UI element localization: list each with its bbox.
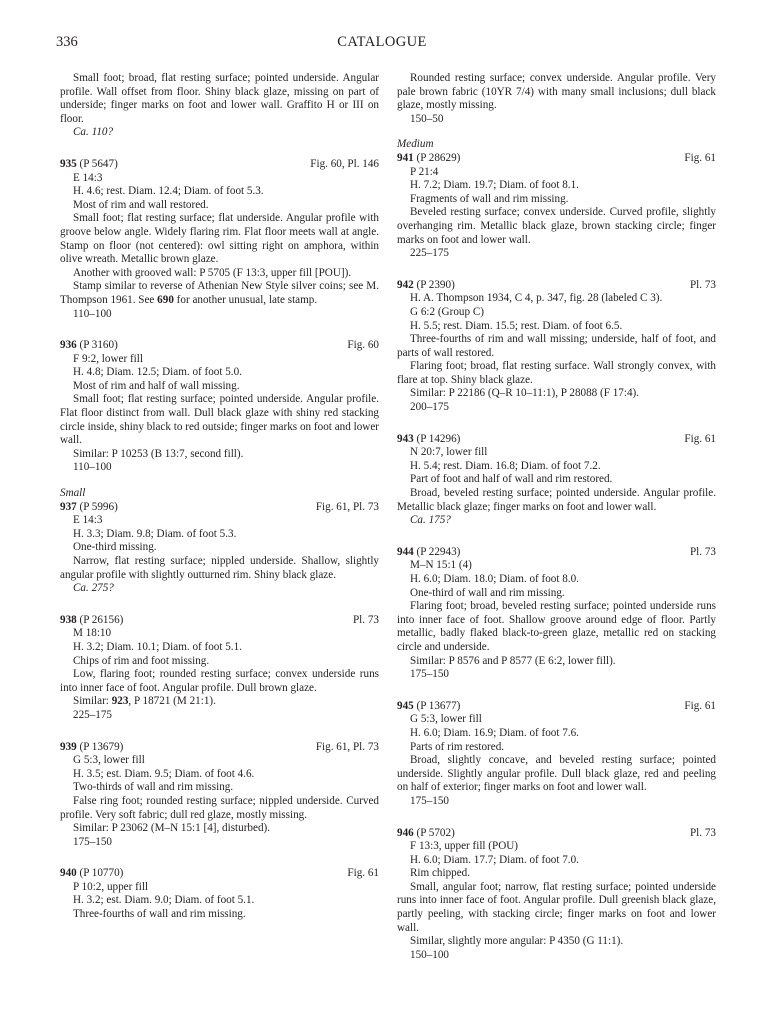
entry-comparanda: Similar, slightly more angular: P 4350 (G 11:1). bbox=[410, 935, 624, 948]
entry-context: F 13:3, upper fill (POU) bbox=[410, 840, 518, 853]
entry-dimensions: H. 6.0; Diam. 16.9; Diam. of foot 7.6. bbox=[410, 726, 579, 739]
figure-reference: Pl. 73 bbox=[689, 278, 716, 291]
page-header bbox=[56, 34, 708, 58]
entry-date: Ca. 275? bbox=[73, 582, 114, 595]
entry-dimensions: H. 5.4; rest. Diam. 16.8; Diam. of foot 7.2. bbox=[410, 459, 601, 472]
entry-date: 110–100 bbox=[73, 307, 112, 320]
entry-description: False ring foot; rounded resting surface; nippled underside. Curved profile. Very soft fabric; dull red glaze, mostly missing. bbox=[60, 794, 379, 821]
inventory-number: (P 26156) bbox=[79, 613, 124, 626]
page-number: 336 bbox=[56, 34, 78, 50]
figure-reference: Pl. 73 bbox=[352, 613, 379, 626]
catalogue-entry-943 bbox=[397, 433, 716, 528]
right-column bbox=[397, 72, 716, 962]
entry-number: 946 bbox=[397, 826, 414, 839]
entry-dimensions: H. 7.2; Diam. 19.7; Diam. of foot 8.1. bbox=[410, 179, 579, 192]
entry-header bbox=[397, 152, 716, 166]
entry-condition: Fragments of wall and rim missing. bbox=[410, 192, 569, 205]
entry-number: 941 bbox=[397, 151, 414, 164]
entry-dimensions: H. 3.2; est. Diam. 9.0; Diam. of foot 5.1. bbox=[73, 894, 255, 907]
catalogue-entry bbox=[60, 72, 379, 140]
entry-description: Low, flaring foot; rounded resting surface; convex underside runs into inner face of foot. Angular profile. Dull brown glaze. bbox=[60, 668, 379, 694]
entry-condition: Three-fourths of rim and wall missing; underside, half of foot, and parts of wall restored. bbox=[397, 333, 716, 359]
entry-description: Flaring foot; broad, beveled resting surface; pointed underside runs into inner face of foot. Shallow groove around edge of floor. Partly metallic, badly flaked black-to-green glaze, metallic red on stacking circle and underside. bbox=[397, 600, 716, 653]
figure-reference: Fig. 61, Pl. 73 bbox=[315, 740, 379, 753]
entry-comparanda: Similar: 923, P 18721 (M 21:1). bbox=[73, 695, 216, 708]
entry-date: 175–150 bbox=[410, 668, 449, 681]
entry-date: 150–100 bbox=[410, 948, 449, 961]
entry-context: M–N 15:1 (4) bbox=[410, 559, 472, 572]
entry-number: 942 bbox=[397, 278, 414, 291]
running-head: CATALOGUE bbox=[337, 34, 427, 50]
figure-reference: Pl. 73 bbox=[689, 826, 716, 839]
figure-reference: Fig. 60 bbox=[347, 339, 379, 352]
entry-description: Flaring foot; broad, flat resting surface. Wall strongly convex, with flare at top. Shiny black glaze. bbox=[397, 360, 716, 386]
entry-header bbox=[397, 827, 716, 841]
entry-comparanda: Another with grooved wall: P 5705 (F 13:3, upper fill [POU]). bbox=[73, 266, 352, 279]
catalogue-entry-944 bbox=[397, 546, 716, 682]
entry-header bbox=[397, 546, 716, 560]
entry-date: 225–175 bbox=[73, 708, 112, 721]
entry-condition: Chips of rim and foot missing. bbox=[73, 654, 210, 667]
entry-number: 943 bbox=[397, 432, 414, 445]
inventory-number: (P 14296) bbox=[416, 432, 461, 445]
figure-reference: Fig. 61 bbox=[684, 151, 716, 164]
entry-condition: One-third missing. bbox=[73, 541, 157, 554]
inventory-number: (P 13677) bbox=[416, 699, 461, 712]
catalogue-entry-938 bbox=[60, 614, 379, 723]
entry-number: 945 bbox=[397, 699, 414, 712]
entry-number: 936 bbox=[60, 339, 77, 352]
entry-condition: One-third of wall and rim missing. bbox=[410, 586, 565, 599]
entry-dimensions: H. 3.2; Diam. 10.1; Diam. of foot 5.1. bbox=[73, 640, 242, 653]
entry-header bbox=[60, 501, 379, 515]
catalogue-entry-940-continued bbox=[397, 72, 716, 126]
figure-reference: Fig. 61 bbox=[684, 432, 716, 445]
entry-note: Stamp similar to reverse of Athenian New Style silver coins; see M. Thompson 1961. See 690 for another unusual, late stamp. bbox=[60, 280, 379, 306]
entry-dimensions: H. 6.0; Diam. 18.0; Diam. of foot 8.0. bbox=[410, 573, 579, 585]
entry-context: M 18:10 bbox=[73, 627, 112, 640]
entry-condition: Most of rim and wall restored. bbox=[73, 198, 209, 211]
entry-description: Small foot; broad, flat resting surface; pointed underside. Angular profile. Wall offset from floor. Shiny black glaze, missing on part of underside; finger marks on foot and lower wall. Graffito H or III on floor. bbox=[60, 72, 379, 125]
inventory-number: (P 2390) bbox=[416, 278, 455, 291]
inventory-number: (P 28629) bbox=[416, 151, 461, 164]
entry-condition: Most of rim and half of wall missing. bbox=[73, 379, 240, 392]
entry-description: Small, angular foot; narrow, flat resting surface; pointed underside runs into inner face of foot. Angular profile. Dull greenish black glaze, partly peeling, with stacking circle; finger marks on foot and lower wall. bbox=[397, 880, 716, 934]
entry-comparanda: Similar: P 23062 (M–N 15:1 [4], disturbed). bbox=[73, 822, 271, 835]
entry-number: 935 bbox=[60, 157, 77, 170]
entry-date: 150–50 bbox=[410, 112, 444, 125]
entry-description: Broad, beveled resting surface; pointed underside. Angular profile. Metallic black glaze; finger marks on foot and lower wall. bbox=[397, 487, 716, 513]
entry-condition: Parts of rim restored. bbox=[410, 740, 505, 753]
figure-reference: Fig. 60, Pl. 146 bbox=[310, 157, 379, 170]
entry-header bbox=[60, 614, 379, 628]
entry-number: 938 bbox=[60, 613, 77, 626]
entry-description: Small foot; flat resting surface; flat underside. Angular profile with groove below angle. Widely flaring rim. Flat floor meets wall at angle. Stamp on floor (not centered): owl sitting right on amphora, within olive wreath. Metallic brown glaze. bbox=[60, 212, 379, 266]
entry-header bbox=[60, 339, 379, 353]
entry-header bbox=[60, 741, 379, 755]
entry-condition: Three-fourths of wall and rim missing. bbox=[73, 908, 246, 921]
catalogue-entry-935 bbox=[60, 158, 379, 321]
entry-number: 944 bbox=[397, 545, 414, 558]
entry-description: Broad, slightly concave, and beveled resting surface; pointed underside. Slightly angular profile. Dull black glaze, red and peeling on half of exterior; finger marks on foot and lower wall. bbox=[397, 754, 716, 794]
inventory-number: (P 13679) bbox=[79, 740, 124, 753]
entry-context: G 6:2 (Group C) bbox=[410, 305, 484, 318]
inventory-number: (P 5702) bbox=[416, 826, 455, 839]
entry-number: 939 bbox=[60, 740, 77, 753]
entry-condition: Two-thirds of wall and rim missing. bbox=[73, 781, 234, 794]
figure-reference: Fig. 61 bbox=[347, 867, 379, 880]
entry-header bbox=[397, 279, 716, 293]
left-column bbox=[60, 72, 379, 922]
entry-description: Narrow, flat resting surface; nippled underside. Shallow, slightly angular profile with slightly outturned rim. Shiny black glaze. bbox=[60, 555, 379, 581]
entry-publication: H. A. Thompson 1934, C 4, p. 347, fig. 28 (labeled C 3). bbox=[410, 292, 663, 305]
entry-header bbox=[397, 433, 716, 447]
entry-condition: Rim chipped. bbox=[410, 867, 471, 880]
entry-date: 200–175 bbox=[410, 401, 449, 414]
entry-context: N 20:7, lower fill bbox=[410, 446, 488, 459]
entry-date: 225–175 bbox=[410, 247, 449, 260]
entry-dimensions: H. 6.0; Diam. 17.7; Diam. of foot 7.0. bbox=[410, 853, 579, 866]
entry-date: 175–150 bbox=[410, 794, 449, 807]
entry-description: Small foot; flat resting surface; pointed underside. Angular profile. Flat floor distinct from wall. Dull black glaze with shiny red stacking circle inside, shiny black to red outside; finger marks on foot and lower wall. bbox=[60, 393, 379, 447]
catalogue-entry-945 bbox=[397, 700, 716, 809]
entry-context: E 14:3 bbox=[73, 171, 103, 184]
entry-context: P 21:4 bbox=[410, 165, 439, 178]
section-heading-medium: Medium bbox=[397, 138, 434, 151]
figure-reference: Pl. 73 bbox=[689, 545, 716, 558]
catalogue-entry-946 bbox=[397, 827, 716, 963]
entry-context: P 10:2, upper fill bbox=[73, 880, 149, 893]
cross-reference: 923 bbox=[111, 695, 129, 708]
entry-description: Beveled resting surface; convex underside. Curved profile, slightly overhanging rim. Metallic black glaze, brown stacking circle; finger marks on foot and lower wall. bbox=[397, 206, 716, 246]
figure-reference: Fig. 61, Pl. 73 bbox=[315, 500, 379, 513]
entry-date: 110–100 bbox=[73, 461, 112, 474]
entry-number: 940 bbox=[60, 867, 77, 880]
catalogue-entry-941 bbox=[397, 152, 716, 261]
entry-number: 937 bbox=[60, 500, 77, 513]
entry-condition: Part of foot and half of wall and rim restored. bbox=[410, 473, 613, 486]
inventory-number: (P 5996) bbox=[79, 500, 118, 513]
entry-comparanda: Similar: P 8576 and P 8577 (E 6:2, lower fill). bbox=[410, 654, 616, 667]
cross-reference: 690 bbox=[157, 293, 174, 306]
catalogue-entry-936 bbox=[60, 339, 379, 475]
section-heading-small: Small bbox=[60, 487, 86, 500]
inventory-number: (P 10770) bbox=[79, 867, 124, 880]
entry-context: G 5:3, lower fill bbox=[73, 754, 145, 767]
entry-context: E 14:3 bbox=[73, 514, 103, 527]
entry-comparanda: Similar: P 10253 (B 13:7, second fill). bbox=[73, 447, 244, 460]
entry-date: 175–150 bbox=[73, 835, 112, 848]
entry-header bbox=[397, 700, 716, 714]
inventory-number: (P 3160) bbox=[79, 339, 118, 352]
entry-dimensions: H. 4.8; Diam. 12.5; Diam. of foot 5.0. bbox=[73, 366, 242, 379]
catalogue-entry-942 bbox=[397, 279, 716, 415]
entry-context: F 9:2, lower fill bbox=[73, 352, 143, 365]
entry-context: G 5:3, lower fill bbox=[410, 713, 482, 726]
entry-header bbox=[60, 158, 379, 172]
figure-reference: Fig. 61 bbox=[684, 699, 716, 712]
inventory-number: (P 5647) bbox=[79, 157, 118, 170]
inventory-number: (P 22943) bbox=[416, 545, 461, 558]
entry-date: Ca. 110? bbox=[73, 126, 114, 139]
entry-description: Rounded resting surface; convex underside. Angular profile. Very pale brown fabric (10YR 7/4) with many small inclusions; dull black glaze, mostly missing. bbox=[397, 72, 716, 112]
entry-header bbox=[60, 867, 379, 881]
entry-dimensions: H. 3.5; est. Diam. 9.5; Diam. of foot 4.6. bbox=[73, 767, 255, 780]
catalogue-entry-937 bbox=[60, 501, 379, 596]
catalogue-entry-939 bbox=[60, 741, 379, 850]
entry-date: Ca. 175? bbox=[410, 514, 451, 527]
entry-comparanda: Similar: P 22186 (Q–R 10–11:1), P 28088 (F 17:4). bbox=[410, 387, 640, 400]
entry-dimensions: H. 5.5; rest. Diam. 15.5; rest. Diam. of foot 6.5. bbox=[410, 319, 623, 332]
catalogue-entry-940 bbox=[60, 867, 379, 921]
entry-dimensions: H. 3.3; Diam. 9.8; Diam. of foot 5.3. bbox=[73, 527, 237, 540]
entry-dimensions: H. 4.6; rest. Diam. 12.4; Diam. of foot 5.3. bbox=[73, 185, 264, 198]
